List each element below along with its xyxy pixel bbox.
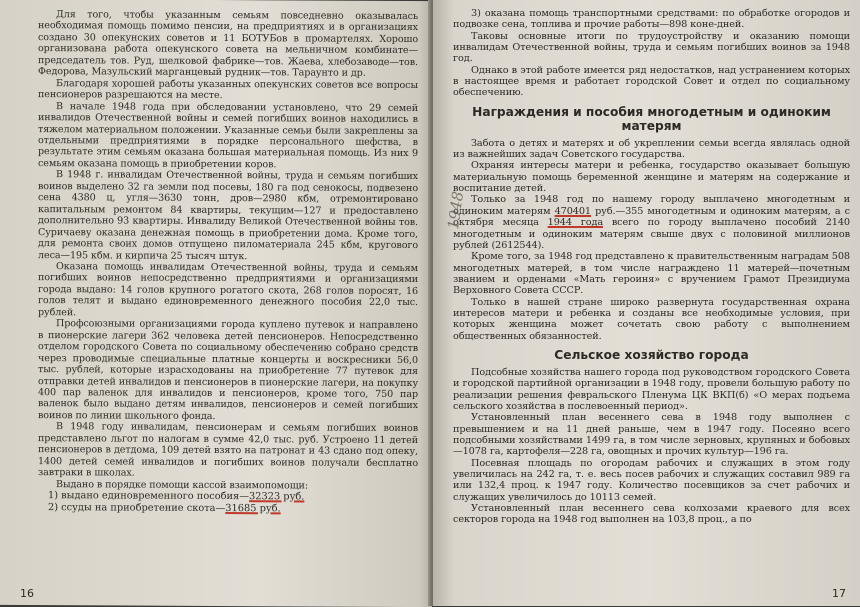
paragraph: Таковы основные итоги по трудоустройству и оказанию помощи инвалидам Отечественной войны, труда и семьям погибших воинов за 1948 год. xyxy=(453,30,850,65)
paragraph: Однако в этой работе имеется ряд недостатков, над устранением которых в настоящее время и работает городской Совет и отдел по социальному обеспечению. xyxy=(453,64,850,99)
underlined-amount: 470401 xyxy=(554,205,591,217)
paragraph: В 1948 г. инвалидам Отечественной войны, труда и семьям погибших воинов выделено 32 га земли под посевы, 180 га под сенокосы, подвезено сена 4380 ц, угля—3630 тонн, дров—2980 кбм, отремонтировано капитальным ремонтом 84 квартиры, текущим—127 и предоставлено дополнительно 93 квартиры. Инвалиду Великой Отечественной войны тов. Суричаеву оказана денежная помощь в приобретении дома. Кроме того, для ремонта своих домов отпущено пиломатериала 245 кбм, кругового леса—195 кбм. и кирпича 25 тысяч штук. xyxy=(38,169,418,262)
paragraph: В начале 1948 года при обследовании установлено, что 29 семей инвалидов Отечественной войны и семей погибших воинов находились в тяжелом материальном положении. Указанные семьи были закреплены за отдельными предприятиями в порядке персонального шефства, в результате этим семьям оказана большая материальная помощь. Из них 9 семьям оказана помощь в приобретении коров. xyxy=(38,100,418,171)
underlined-year: 1944 года xyxy=(547,217,603,229)
paragraph: 3) оказана помощь транспортными средствами: по обработке огородов и подвозке сена, топлива и прочие работы—898 коне-дней. xyxy=(453,8,850,31)
paragraph: Только в нашей стране широко развернута государственная охрана интересов матери и ребенка и созданы все необходимые условия, при которых женщина может сочетать свою работу с выполнением общественных обязанностей. xyxy=(453,296,850,342)
paragraph: Для того, чтобы указанным семьям повседневно оказывалась необходимая помощь помимо пенсии, на предприятиях и в организациях создано 30 опекунских советов и 11 БОТУБов в промартелях. Хорошо организована работа опекунского совета на мельничном комбинате—председатель тов. Руд, шелковой фабрике—тов. Жаева, хлебозаводе—тов. Федорова, Мазульский марганцевый рудник—тов. Тараунто и др. xyxy=(38,9,418,80)
paragraph: Подсобные хозяйства нашего города под руководством городского Совета и городской партийной организации в 1948 году, провели большую работу по реализации решения февральского Пленума ЦК ВКП(б) «О мерах подъема сельского хозяйства в послевоенный период». xyxy=(453,366,850,412)
right-page xyxy=(433,0,860,606)
underlined-amount: 32323 руб. xyxy=(249,491,305,503)
kassa-list xyxy=(38,490,418,515)
kassa-intro: Выдано в порядке помощи кассой взаимопомощи: xyxy=(56,478,308,492)
paragraph: Охраняя интересы матери и ребенка, государство оказывает большую материальную помощь беременной женщине и матерям на содержание и воспитание детей. xyxy=(453,160,850,195)
list-item-text: 1) выдано единовременного пособия— xyxy=(48,490,250,503)
underlined-amount: 31685 руб. xyxy=(225,502,281,514)
list-item-text: 2) ссуды на приобретение скота— xyxy=(48,501,226,514)
section-title: Сельское хозяйство города xyxy=(554,347,749,362)
paragraph: Посевная площадь по огородам рабочих и служащих в этом году увеличилась на 242 га, т. е. весь посев рабочих и служащих составил 989 га или 132,4 проц. к 1947 году. Количество посевщиков за счет рабочих и служащих увеличилось до 10113 семей. xyxy=(453,457,850,503)
text-run: всего по городу выплачено пособий 2140 многодетным и одиноким матерям свыше двух с половиной миллионов рублей (2612544). xyxy=(453,217,850,251)
section-title: Награждения и пособия многодетным и одиноким матерям xyxy=(472,104,831,133)
paragraph: Кроме того, за 1948 год представлено к правительственным наградам 508 многодетных матерей, в том числе награждено 11 матерей—почетным званием и орденами «Мать героиня» с вручением Грамот Президиума Верховного Совета СССР. xyxy=(453,251,850,297)
paragraph: Профсоюзными организациями города куплено путевок и направлено в пионерские лагери 362 человека детей пенсионеров. Непосредственно отделом городского Совета по социальному обеспечению собрано средств через проводимые специальные платные концерты и воскресники 56,0 тыс. рублей, которые израсходованы на приобретение 77 путевок для отправки детей инвалидов и пенсионеров в пионерские лагери, на покупку 400 пар валенок для инвалидов и пенсионеров, кроме того, 750 пар валенок было выдано детям инвалидов, пенсионеров и семей погибших воинов по линии школьного фонда. xyxy=(38,318,418,422)
page-number-left: 16 xyxy=(20,587,34,600)
list-item xyxy=(48,502,418,515)
pencil-margin-note: 1948 xyxy=(444,190,468,231)
text-run: руб.—355 многодетным и одиноким матерям, а с октября месяца xyxy=(453,205,850,229)
paragraph: Забота о детях и матерях и об укреплении семьи всегда являлась одной из важнейших задач Советского государства. xyxy=(453,137,850,161)
paragraph: Установленный план весеннего сева колхозами краевого для всех секторов города на 1948 год выполнен на 103,8 проц., а по xyxy=(453,503,850,526)
paragraph: Оказана помощь инвалидам Отечественной войны, труда и семьям погибших воинов непосредственно предприятиями и организациями города выдано: 14 голов крупного рогатого скота, 268 голов поросят, 16 голов телят и выдано единовременного денежного пособия 22,0 тыс. рублей. xyxy=(38,261,418,319)
paragraph: Благодаря хорошей работы указанных опекунских советов все вопросы пенсионеров разрешаются на месте. xyxy=(38,77,418,102)
paragraph: В 1948 году инвалидам, пенсионерам и семьям погибших воинов представлено льгот по налогам в сумме 42,0 тыс. руб. Устроено 11 детей пенсионеров в детдома, 109 детей взято на патронат и 43 сдано под опеку, 1400 детей семей инвалидов и погибших воинов получали бесплатно завтраки в школах. xyxy=(38,421,418,479)
text-run: Только за 1948 год по нашему городу выплачено многодетным и одиноким матерям xyxy=(453,194,850,217)
paragraph: Установленный план весеннего сева в 1948 году выполнен с превышением и на 11 дней раньше, чем в 1947 году. Посеяно всего подсобными хозяйствами 1499 га, в том числе зерновых, крупяных и бобовых—1078 га, картофеля—228 га, овощных и прочих культур—196 га. xyxy=(453,412,850,458)
page-number-right: 17 xyxy=(832,587,846,600)
paragraph-payments xyxy=(453,194,850,251)
